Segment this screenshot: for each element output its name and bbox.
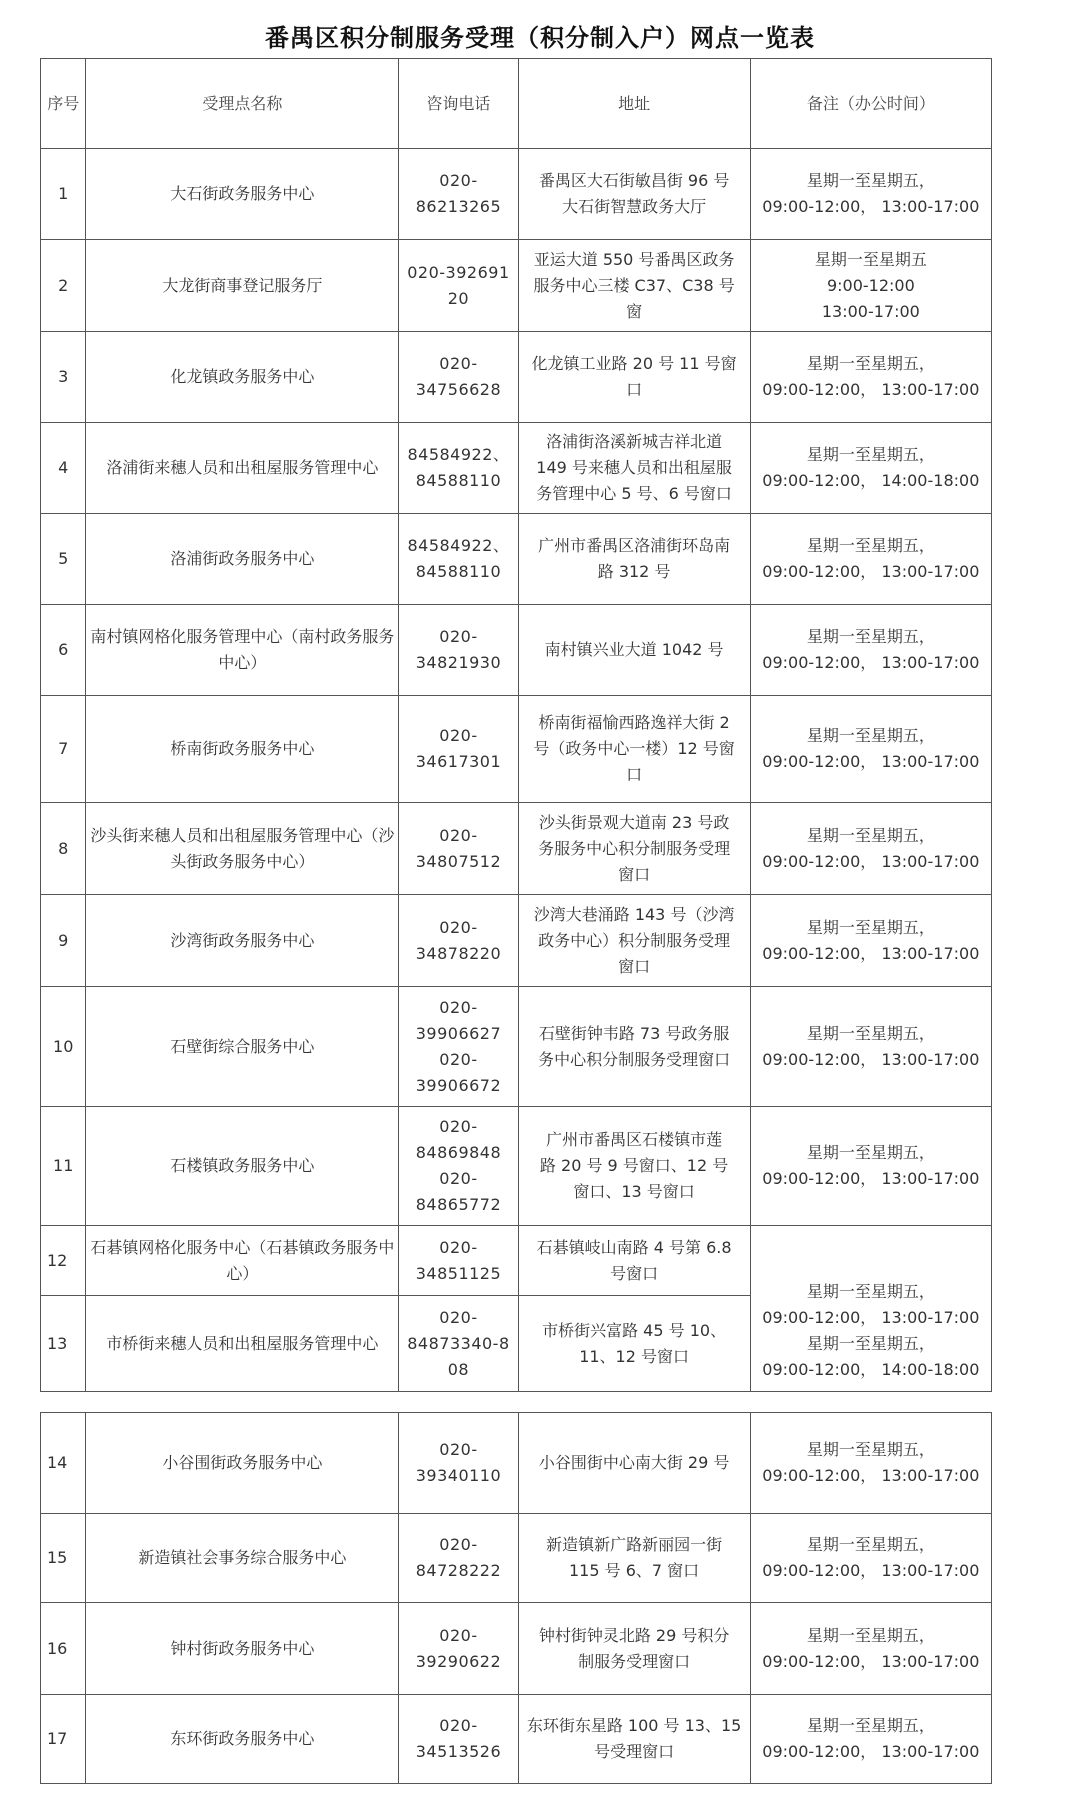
cell-name bbox=[86, 1296, 399, 1392]
table-row bbox=[41, 1695, 992, 1784]
cell-note-line: 09:00-12:00， 13:00-17:00 bbox=[762, 1169, 980, 1188]
header-note: 备注（办公时间） bbox=[750, 59, 991, 149]
cell-note-line: 09:00-12:00， 13:00-17:00 bbox=[762, 851, 980, 871]
cell-address bbox=[518, 987, 750, 1107]
cell-note bbox=[750, 987, 991, 1107]
cell-phone-line: 34821930 bbox=[415, 653, 502, 672]
cell-address bbox=[518, 1107, 750, 1226]
cell-phone-line: 020- bbox=[439, 917, 478, 937]
cell-seq bbox=[41, 240, 86, 332]
cell-note bbox=[750, 1695, 991, 1784]
table-row bbox=[41, 696, 992, 803]
cell-name bbox=[86, 1603, 399, 1695]
cell-seq-text: 9 bbox=[58, 930, 69, 950]
cell-note bbox=[750, 605, 991, 696]
cell-phone-line: 84588110 bbox=[415, 562, 502, 581]
cell-note-line: 09:00-12:00， 13:00-17:00 bbox=[762, 1466, 980, 1485]
cell-address-line: 路 20 号 9 号窗口、12 号 bbox=[539, 1156, 729, 1175]
cell-address-line: 号（政务中心一楼）12 号窗 bbox=[533, 739, 735, 758]
cell-address bbox=[518, 240, 750, 332]
cell-phone bbox=[399, 1514, 518, 1603]
header-seq: 序号 bbox=[41, 59, 86, 149]
cell-address-line: 沙湾大巷涌路 143 号（沙湾 bbox=[533, 904, 735, 924]
cell-seq bbox=[41, 1296, 86, 1392]
cell-address bbox=[518, 1695, 750, 1784]
cell-address bbox=[518, 332, 750, 423]
cell-name-text: 洛浦街来穗人员和出租屋服务管理中心 bbox=[106, 458, 379, 477]
cell-note-line: 09:00-12:00， 13:00-17:00 bbox=[762, 1742, 980, 1761]
cell-note-line: 9:00-12:00 bbox=[826, 275, 915, 295]
cell-seq-text: 10 bbox=[53, 1036, 74, 1056]
cell-seq bbox=[41, 1226, 86, 1296]
cell-address-line: 窗口 bbox=[618, 864, 651, 884]
cell-address-line: 路 312 号 bbox=[597, 562, 671, 581]
cell-address-line: 务管理中心 5 号、6 号窗口 bbox=[536, 484, 732, 503]
cell-phone-line: 34617301 bbox=[415, 752, 502, 771]
cell-phone-line: 84865772 bbox=[415, 1195, 502, 1214]
cell-note bbox=[750, 332, 991, 423]
cell-note-line: 星期一至星期五， bbox=[806, 445, 935, 464]
cell-address-line: 窗口 bbox=[618, 956, 651, 976]
cell-note-line: 星期一至星期五， bbox=[806, 627, 935, 646]
cell-note-line: 星期一至星期五， bbox=[806, 536, 935, 555]
cell-seq bbox=[41, 803, 86, 895]
cell-phone-line: 020- bbox=[439, 1307, 478, 1327]
cell-phone bbox=[399, 1226, 518, 1296]
cell-seq-text: 15 bbox=[47, 1548, 68, 1567]
cell-seq bbox=[41, 149, 86, 240]
cell-address bbox=[518, 895, 750, 987]
cell-address-line: 口 bbox=[626, 380, 643, 399]
cell-note-line: 星期一至星期五， bbox=[806, 1023, 935, 1043]
cell-address-line: 洛浦街洛溪新城吉祥北道 bbox=[546, 432, 723, 451]
cell-phone-line: 020- bbox=[439, 1117, 478, 1136]
cell-address-line: 窗 bbox=[626, 301, 643, 321]
cell-phone bbox=[399, 1296, 518, 1392]
service-points-table-continued bbox=[40, 1412, 992, 1784]
cell-seq bbox=[41, 1413, 86, 1514]
cell-address-line: 市桥街兴富路 45 号 10、 bbox=[542, 1320, 727, 1340]
cell-note-line: 09:00-12:00， 13:00-17:00 bbox=[762, 1651, 980, 1671]
cell-note bbox=[750, 1413, 991, 1514]
cell-note-line: 星期一至星期五， bbox=[806, 1535, 935, 1554]
cell-phone-line: 86213265 bbox=[415, 197, 502, 216]
cell-address-line: 广州市番禺区洛浦街环岛南 bbox=[538, 536, 731, 555]
cell-phone-line: 020- bbox=[439, 1716, 478, 1735]
cell-name-text: 钟村街政务服务中心 bbox=[170, 1638, 315, 1658]
cell-address bbox=[518, 1603, 750, 1695]
cell-note bbox=[750, 803, 991, 895]
cell-name bbox=[86, 605, 399, 696]
cell-name bbox=[86, 696, 399, 803]
cell-address-line: 务中心积分制服务受理窗口 bbox=[538, 1049, 731, 1069]
cell-phone-line: 39340110 bbox=[415, 1466, 502, 1485]
cell-note-line: 星期一至星期五， bbox=[806, 1143, 935, 1162]
cell-note bbox=[750, 696, 991, 803]
header-phone: 咨询电话 bbox=[399, 59, 518, 149]
cell-phone bbox=[399, 987, 518, 1107]
cell-note-line: 星期一至星期五， bbox=[806, 825, 935, 845]
cell-note-merged-line: 星期一至星期五， bbox=[806, 1334, 935, 1353]
cell-address bbox=[518, 605, 750, 696]
cell-name bbox=[86, 1514, 399, 1603]
cell-seq-text: 2 bbox=[58, 275, 69, 295]
header-name: 受理点名称 bbox=[86, 59, 399, 149]
cell-note-line: 星期一至星期五， bbox=[806, 1625, 935, 1645]
cell-note bbox=[750, 423, 991, 514]
cell-phone-line: 020- bbox=[439, 1535, 478, 1554]
cell-seq-text: 5 bbox=[58, 549, 69, 568]
cell-address-line: 南村镇兴业大道 1042 号 bbox=[544, 640, 724, 659]
cell-note-merged-line: 09:00-12:00， 13:00-17:00 bbox=[762, 1308, 980, 1327]
cell-address-line: 石碁镇岐山南路 4 号第 6.8 bbox=[536, 1237, 732, 1257]
table-row bbox=[41, 987, 992, 1107]
cell-note bbox=[750, 1603, 991, 1695]
cell-name bbox=[86, 240, 399, 332]
cell-note bbox=[750, 895, 991, 987]
cell-address-line: 番禺区大石街敏昌街 96 号 bbox=[538, 171, 730, 190]
cell-phone-line: 020- bbox=[439, 171, 478, 190]
cell-phone-line: 020- bbox=[439, 825, 478, 845]
table-row bbox=[41, 1603, 992, 1695]
cell-phone-line: 84869848 bbox=[415, 1143, 502, 1162]
cell-address bbox=[518, 1514, 750, 1603]
cell-phone bbox=[399, 423, 518, 514]
cell-phone bbox=[399, 1107, 518, 1226]
table-row bbox=[41, 1514, 992, 1603]
cell-address-line: 化龙镇工业路 20 号 11 号窗 bbox=[531, 354, 737, 373]
cell-note bbox=[750, 149, 991, 240]
table-row bbox=[41, 1226, 992, 1296]
cell-name bbox=[86, 1226, 399, 1296]
cell-name-text: 石壁街综合服务中心 bbox=[170, 1036, 315, 1056]
table-row bbox=[41, 1107, 992, 1226]
cell-name bbox=[86, 1107, 399, 1226]
cell-seq bbox=[41, 895, 86, 987]
cell-seq bbox=[41, 1514, 86, 1603]
cell-address-line: 沙头街景观大道南 23 号政 bbox=[538, 812, 730, 832]
cell-name-text: 石碁镇网格化服务中心（石碁镇政务服务中心） bbox=[90, 1237, 395, 1283]
cell-seq-text: 14 bbox=[47, 1453, 68, 1472]
cell-seq-text: 7 bbox=[58, 739, 69, 758]
cell-address-line: 石壁街钟韦路 73 号政务服 bbox=[538, 1023, 730, 1043]
cell-address bbox=[518, 514, 750, 605]
cell-note-line: 星期一至星期五， bbox=[806, 917, 935, 937]
cell-phone bbox=[399, 605, 518, 696]
cell-note-merged-line: 09:00-12:00， 14:00-18:00 bbox=[762, 1360, 980, 1379]
cell-address-line: 149 号来穗人员和出租屋服 bbox=[536, 458, 732, 477]
cell-note-merged-line: 星期一至星期五， bbox=[806, 1282, 935, 1301]
cell-note-line: 星期一至星期五， bbox=[806, 354, 935, 373]
cell-name-text: 东环街政务服务中心 bbox=[170, 1729, 315, 1748]
cell-address-line: 小谷围街中心南大街 29 号 bbox=[538, 1453, 730, 1472]
cell-address bbox=[518, 696, 750, 803]
cell-seq bbox=[41, 987, 86, 1107]
cell-seq-text: 16 bbox=[47, 1638, 68, 1658]
table-row bbox=[41, 605, 992, 696]
cell-address bbox=[518, 1296, 750, 1392]
cell-name-text: 小谷围街政务服务中心 bbox=[162, 1453, 323, 1472]
cell-note-line: 09:00-12:00， 14:00-18:00 bbox=[762, 471, 980, 490]
page-title: 番禺区积分制服务受理（积分制入户）网点一览表 bbox=[265, 24, 815, 52]
cell-phone bbox=[399, 696, 518, 803]
cell-address bbox=[518, 1413, 750, 1514]
cell-phone-line: 39906627 bbox=[415, 1023, 502, 1043]
cell-phone-line: 34878220 bbox=[415, 943, 502, 963]
cell-phone bbox=[399, 1603, 518, 1695]
cell-name bbox=[86, 895, 399, 987]
cell-note-line: 09:00-12:00， 13:00-17:00 bbox=[762, 1561, 980, 1580]
cell-phone bbox=[399, 240, 518, 332]
cell-seq-text: 6 bbox=[58, 640, 69, 659]
header-address: 地址 bbox=[518, 59, 750, 149]
cell-phone bbox=[399, 1413, 518, 1514]
cell-seq-text: 17 bbox=[47, 1729, 68, 1748]
cell-address bbox=[518, 423, 750, 514]
cell-phone-line: 020- bbox=[439, 997, 478, 1017]
cell-phone-line: 020- bbox=[439, 1169, 478, 1188]
cell-note-line: 星期一至星期五， bbox=[806, 726, 935, 745]
cell-seq bbox=[41, 696, 86, 803]
cell-seq-text: 3 bbox=[58, 367, 69, 386]
table-row bbox=[41, 803, 992, 895]
cell-seq bbox=[41, 423, 86, 514]
cell-seq-text: 8 bbox=[58, 838, 69, 858]
cell-name bbox=[86, 987, 399, 1107]
cell-phone bbox=[399, 1695, 518, 1784]
table-row bbox=[41, 149, 992, 240]
cell-name bbox=[86, 423, 399, 514]
cell-seq-text: 1 bbox=[58, 184, 69, 203]
cell-address-line: 新造镇新广路新丽园一街 bbox=[546, 1535, 723, 1554]
cell-name bbox=[86, 149, 399, 240]
cell-note bbox=[750, 240, 991, 332]
cell-seq-text: 13 bbox=[47, 1333, 68, 1353]
cell-name-text: 化龙镇政务服务中心 bbox=[170, 367, 315, 386]
cell-phone-line: 39906672 bbox=[415, 1075, 502, 1095]
cell-seq-text: 4 bbox=[58, 458, 69, 477]
cell-name-text: 沙湾街政务服务中心 bbox=[170, 930, 315, 950]
cell-address-line: 窗口、13 号窗口 bbox=[573, 1182, 695, 1201]
cell-address-line: 号窗口 bbox=[610, 1263, 659, 1283]
cell-phone-line: 34756628 bbox=[415, 380, 502, 399]
cell-name bbox=[86, 332, 399, 423]
cell-seq-text: 12 bbox=[47, 1250, 68, 1270]
cell-address-line: 亚运大道 550 号番禺区政务 bbox=[533, 249, 735, 269]
cell-name-text: 大石街政务服务中心 bbox=[170, 184, 315, 203]
cell-address-line: 11、12 号窗口 bbox=[579, 1346, 689, 1366]
cell-name-text: 市桥街来穗人员和出租屋服务管理中心 bbox=[106, 1333, 379, 1353]
cell-note-merged bbox=[750, 1226, 991, 1392]
table-row bbox=[41, 514, 992, 605]
cell-seq bbox=[41, 514, 86, 605]
table-row bbox=[41, 332, 992, 423]
cell-note-line: 13:00-17:00 bbox=[821, 301, 920, 321]
cell-note-line: 09:00-12:00， 13:00-17:00 bbox=[762, 752, 980, 771]
cell-phone-line: 020- bbox=[439, 627, 478, 646]
cell-phone bbox=[399, 149, 518, 240]
cell-address bbox=[518, 1226, 750, 1296]
cell-phone-line: 020- bbox=[439, 726, 478, 745]
cell-name-text: 新造镇社会事务综合服务中心 bbox=[138, 1548, 347, 1567]
cell-phone-line: 020- bbox=[439, 1237, 478, 1257]
cell-phone-line: 84584922、 bbox=[407, 445, 510, 464]
cell-phone bbox=[399, 803, 518, 895]
cell-address-line: 口 bbox=[626, 765, 643, 784]
cell-phone bbox=[399, 332, 518, 423]
cell-name-text: 南村镇网格化服务管理中心（南村政务服务中心） bbox=[90, 627, 395, 672]
cell-name bbox=[86, 1413, 399, 1514]
cell-phone bbox=[399, 895, 518, 987]
cell-name bbox=[86, 803, 399, 895]
cell-phone bbox=[399, 514, 518, 605]
cell-note-line: 09:00-12:00， 13:00-17:00 bbox=[762, 1049, 980, 1069]
cell-name bbox=[86, 1695, 399, 1784]
cell-phone-line: 84728222 bbox=[415, 1561, 502, 1580]
service-points-table bbox=[40, 58, 992, 1392]
cell-phone-line: 84588110 bbox=[415, 471, 502, 490]
cell-address-line: 广州市番禺区石楼镇市莲 bbox=[546, 1130, 723, 1149]
cell-note-line: 09:00-12:00， 13:00-17:00 bbox=[762, 197, 980, 216]
cell-address-line: 115 号 6、7 窗口 bbox=[569, 1561, 700, 1580]
cell-seq bbox=[41, 332, 86, 423]
table-header-row bbox=[41, 59, 992, 149]
cell-phone-line: 84584922、 bbox=[407, 536, 510, 555]
cell-phone-line: 020- bbox=[439, 1440, 478, 1459]
cell-name bbox=[86, 514, 399, 605]
cell-phone-line: 020-39269120 bbox=[407, 262, 510, 308]
cell-address-line: 钟村街钟灵北路 29 号积分 bbox=[538, 1625, 730, 1645]
cell-seq bbox=[41, 1695, 86, 1784]
cell-note-line: 星期一至星期五， bbox=[806, 1716, 935, 1735]
cell-seq bbox=[41, 1107, 86, 1226]
cell-note bbox=[750, 1514, 991, 1603]
cell-note-line: 星期一至星期五 bbox=[814, 249, 927, 269]
cell-name-text: 洛浦街政务服务中心 bbox=[170, 549, 315, 568]
cell-address bbox=[518, 803, 750, 895]
cell-note bbox=[750, 514, 991, 605]
cell-note-line: 星期一至星期五， bbox=[806, 171, 935, 190]
cell-phone-line: 020- bbox=[439, 1625, 478, 1645]
cell-seq bbox=[41, 605, 86, 696]
cell-address-line: 大石街智慧政务大厅 bbox=[562, 197, 707, 216]
cell-phone-line: 34513526 bbox=[415, 1742, 502, 1761]
cell-phone-line: 020- bbox=[439, 1049, 478, 1069]
cell-note-line: 星期一至星期五， bbox=[806, 1440, 935, 1459]
cell-note-line: 09:00-12:00， 13:00-17:00 bbox=[762, 943, 980, 963]
table-row bbox=[41, 423, 992, 514]
cell-phone-line: 34807512 bbox=[415, 851, 502, 871]
table-row bbox=[41, 1413, 992, 1514]
cell-seq bbox=[41, 1603, 86, 1695]
table-row bbox=[41, 240, 992, 332]
cell-note bbox=[750, 1107, 991, 1226]
cell-phone-line: 020- bbox=[439, 354, 478, 373]
cell-address-line: 政务中心）积分制服务受理 bbox=[538, 930, 731, 950]
cell-note-line: 09:00-12:00， 13:00-17:00 bbox=[762, 380, 980, 399]
cell-phone-line: 34851125 bbox=[415, 1263, 502, 1283]
cell-name-text: 桥南街政务服务中心 bbox=[170, 739, 315, 758]
cell-phone-line: 39290622 bbox=[415, 1651, 502, 1671]
cell-address-line: 务服务中心积分制服务受理 bbox=[538, 838, 731, 858]
cell-address-line: 桥南街福愉西路逸祥大街 2 bbox=[538, 713, 730, 732]
cell-address-line: 东环街东星路 100 号 13、15 bbox=[526, 1716, 742, 1735]
table-row bbox=[41, 895, 992, 987]
cell-address bbox=[518, 149, 750, 240]
cell-address-line: 号受理窗口 bbox=[594, 1742, 675, 1761]
cell-phone-line: 84873340-808 bbox=[407, 1333, 510, 1379]
cell-note-line: 09:00-12:00， 13:00-17:00 bbox=[762, 653, 980, 672]
cell-address-line: 制服务受理窗口 bbox=[578, 1651, 691, 1671]
cell-name-text: 大龙街商事登记服务厅 bbox=[162, 275, 323, 295]
cell-name-text: 石楼镇政务服务中心 bbox=[170, 1156, 315, 1175]
cell-seq-text: 11 bbox=[53, 1156, 74, 1175]
cell-address-line: 服务中心三楼 C37、C38 号 bbox=[533, 275, 735, 295]
cell-note-line: 09:00-12:00， 13:00-17:00 bbox=[762, 562, 980, 581]
cell-name-text: 沙头街来穗人员和出租屋服务管理中心（沙头街政务服务中心） bbox=[90, 825, 395, 871]
